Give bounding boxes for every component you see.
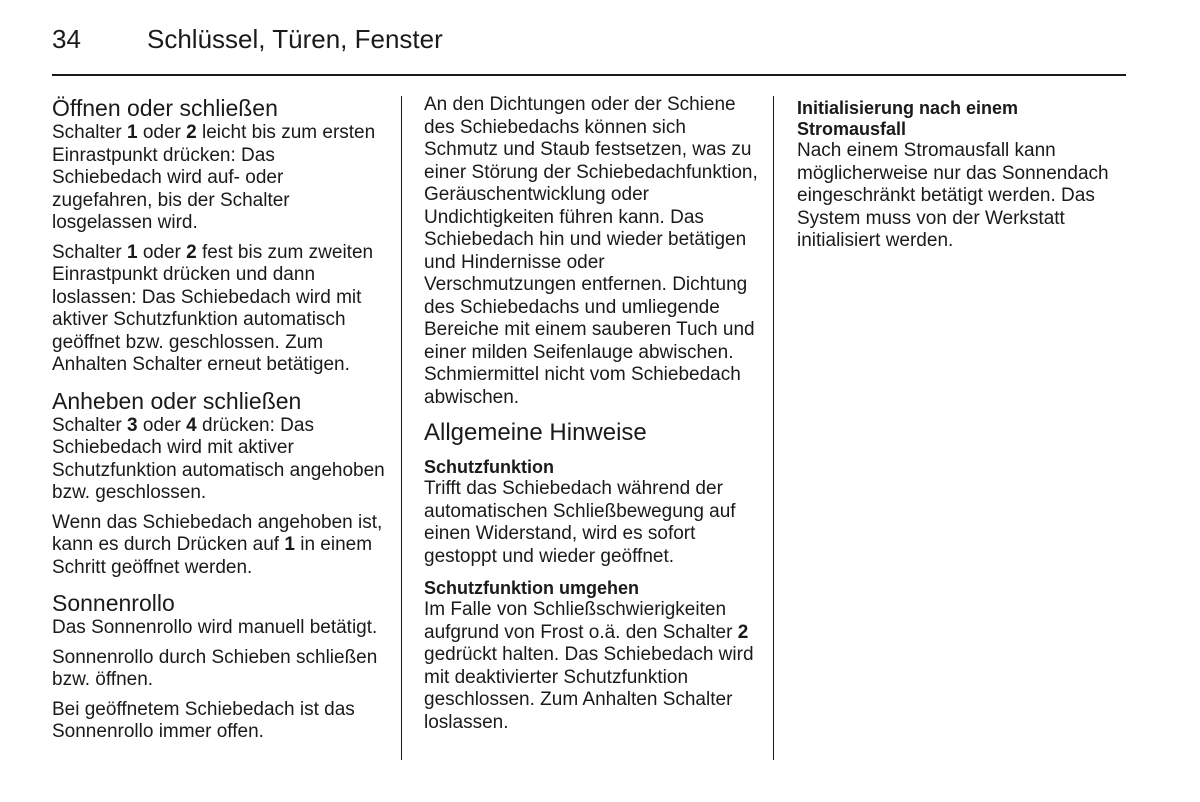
subsection-heading: Schutzfunktion xyxy=(424,457,554,477)
column-right xyxy=(797,94,1127,260)
text-run: drücken: Das Schiebedach wird mit aktiver Schutzfunktion automatisch angehoben bzw. geschlossen. xyxy=(52,414,385,503)
paragraph: Nach einem Stromausfall kann möglicherweise nur das Sonnendach eingeschränkt betätigt werden. Das System muss von der Werkstatt initialisiert werden. xyxy=(797,140,1109,251)
subsection-heading: Schutzfunktion umgehen xyxy=(424,578,639,598)
chapter-title: Schlüssel, Türen, Fenster xyxy=(147,24,443,54)
switch-number: 2 xyxy=(186,122,197,143)
paragraph: Sonnenrollo durch Schieben schließen bzw. öffnen. xyxy=(52,646,378,690)
text-run: Wenn das Schiebedach angehoben ist, kann es durch Drücken auf xyxy=(52,511,383,555)
paragraph: Das Sonnenrollo wird manuell betätigt. xyxy=(52,617,378,638)
column-divider xyxy=(773,96,774,760)
switch-number: 1 xyxy=(284,534,295,555)
switch-number: 3 xyxy=(126,414,138,436)
paragraph: Trifft das Schiebedach während der automatischen Schließbewegung auf einen Widerstand, wird es sofort gestoppt und wieder geöffnet. xyxy=(424,478,736,567)
text-run: oder xyxy=(137,241,187,263)
section-raise-close xyxy=(52,387,387,580)
text-run: fest bis zum zweiten Einrastpunkt drücken und dann loslassen: Das Schiebedach wird mit aktiver Schutzfunktion automatisch geöffnet bzw. geschlossen. Zum Anhalten Schalter erneut betätigen. xyxy=(52,241,374,375)
text-run: Im Falle von Schließschwierigkeiten aufgrund von Frost o.ä. den Schalter xyxy=(424,599,738,643)
switch-number: 1 xyxy=(126,122,138,143)
header-rule xyxy=(52,74,1126,76)
section-sunblind xyxy=(52,589,387,744)
text-run: Schalter xyxy=(52,241,127,263)
text-run: oder xyxy=(137,414,187,436)
section-heading: Allgemeine Hinweise xyxy=(424,419,647,446)
column-middle xyxy=(424,94,759,741)
paragraph xyxy=(52,242,387,377)
text-run: gedrückt halten. Das Schiebedach wird mit deaktivierter Schutzfunktion geschlossen. Zum Anhalten Schalter loslassen. xyxy=(424,644,754,733)
section-heading: Sonnenrollo xyxy=(52,590,175,616)
section-open-close xyxy=(52,94,387,377)
column-left xyxy=(52,94,387,751)
paragraph xyxy=(52,415,387,505)
switch-number: 1 xyxy=(126,241,138,263)
paragraph: Bei geöffnetem Schiebedach ist das Sonnenrollo immer offen. xyxy=(52,698,355,742)
text-run: leicht bis zum ersten Einrastpunkt drücken: Das Schiebedach wird auf- oder zugefahren, bis der Schalter losgelassen wird. xyxy=(52,122,376,233)
subsection-heading: Initialisierung nach einem Stromausfall xyxy=(797,98,1019,139)
text-run: Schalter xyxy=(52,414,127,436)
switch-number: 2 xyxy=(737,621,749,643)
paragraph xyxy=(52,122,387,235)
switch-number: 4 xyxy=(186,414,197,436)
text-run: oder xyxy=(137,122,187,143)
page-number: 34 xyxy=(52,24,81,54)
section-heading: Öffnen oder schließen xyxy=(52,95,278,121)
paragraph: An den Dichtungen oder der Schiene des Schiebedachs können sich Schmutz und Staub festsetzen, was zu einer Störung der Schiebedachfunktion, Geräuschentwicklung oder Undichtigkeiten führen kann. Das Schiebedach hin und wieder betätigen und Hindernisse oder Verschmutzungen entfernen. Dichtung des Schiebedachs und umliegende Bereiche mit einem sauberen Tuch und einer milden Seifenlauge abwischen. Schmiermittel nicht vom Schiebedach abwischen. xyxy=(424,94,758,408)
column-divider xyxy=(401,96,402,760)
section-heading: Anheben oder schließen xyxy=(52,387,302,414)
text-run: Schalter xyxy=(52,122,127,143)
paragraph xyxy=(424,599,759,734)
text-run: in einem Schritt geöffnet werden. xyxy=(52,534,373,578)
paragraph xyxy=(52,512,387,580)
switch-number: 2 xyxy=(186,241,197,263)
